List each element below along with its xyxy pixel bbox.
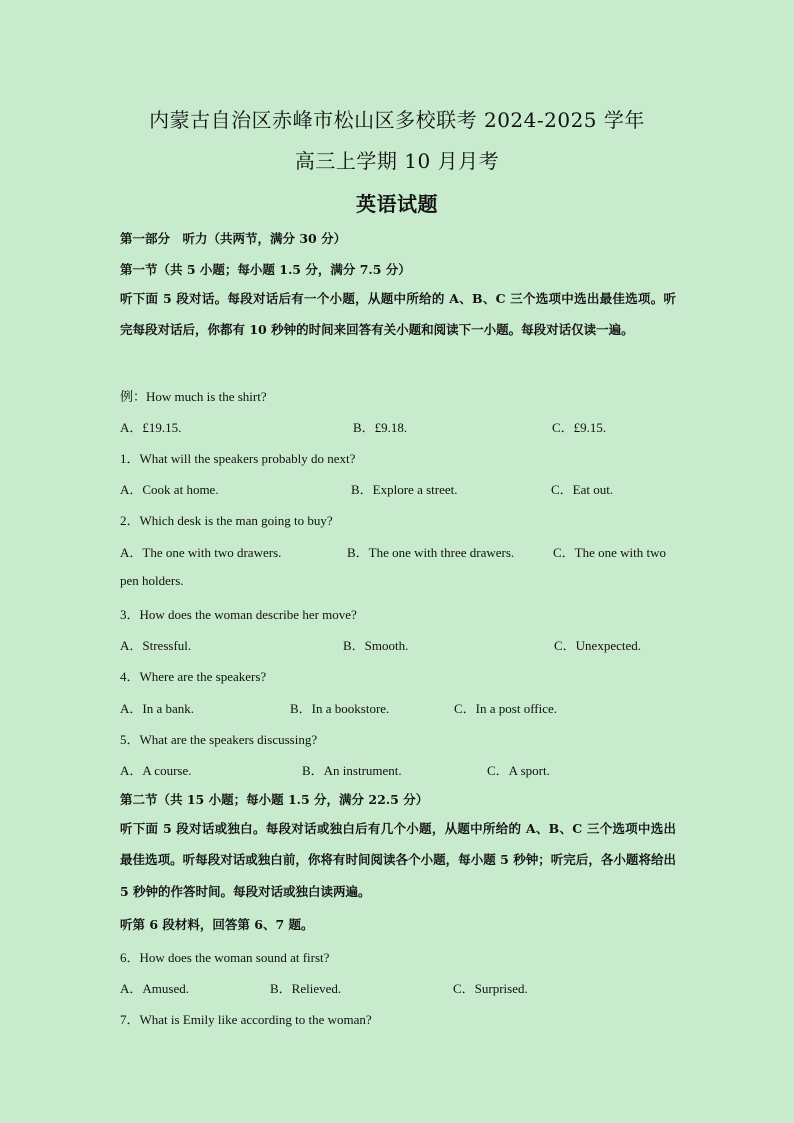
example-option-b: B．£9.18.: [353, 420, 408, 435]
q1-option-a: A．Cook at home.: [120, 482, 219, 497]
section2-header: 第二节（共 15 小题；每小题 1.5 分，满分 22.5 分）: [120, 792, 429, 807]
question-4: 4．Where are the speakers?: [120, 669, 267, 684]
q3-option-b: B．Smooth.: [343, 638, 409, 653]
question-5: 5．What are the speakers discussing?: [120, 732, 318, 747]
exam-title-line2: 高三上学期 10 月月考: [294, 149, 500, 173]
q2-option-c: C．The one with two: [553, 545, 667, 560]
q5-option-b: B．An instrument.: [302, 763, 402, 778]
q5-option-a: A．A course.: [120, 763, 192, 778]
q2-option-c-continued: pen holders.: [120, 573, 184, 588]
q3-option-a: A．Stressful.: [120, 638, 192, 653]
question-6: 6．How does the woman sound at first?: [120, 950, 330, 965]
material-6-instruction: 听第 6 段材料，回答第 6、7 题。: [120, 917, 314, 932]
q5-option-c: C．A sport.: [487, 763, 550, 778]
question-2: 2．Which desk is the man going to buy?: [120, 513, 333, 528]
section2-instructions: 听下面 5 段对话或独白。每段对话或独白后有几个小题，从题中所给的 A、B、C 三个选项中选出最佳选项。听每段对话或独白前，你将有时间阅读各个小题，每小题 5 秒钟；听完后，各小题将给出 5 秒钟的作答时间。每段对话或独白读两遍。: [120, 821, 676, 899]
q4-option-a: A．In a bank.: [120, 701, 195, 716]
example-question: 例：How much is the shirt?: [120, 389, 267, 404]
q1-option-b: B．Explore a street.: [351, 482, 458, 497]
example-option-c: C．£9.15.: [552, 420, 607, 435]
q1-option-c: C．Eat out.: [551, 482, 614, 497]
section1-header: 第一节（共 5 小题；每小题 1.5 分，满分 7.5 分）: [120, 262, 411, 277]
q2-option-b: B．The one with three drawers.: [347, 545, 515, 560]
q6-option-b: B．Relieved.: [270, 981, 342, 996]
q3-option-c: C．Unexpected.: [554, 638, 642, 653]
q6-option-c: C．Surprised.: [453, 981, 528, 996]
question-1: 1．What will the speakers probably do next?: [120, 451, 356, 466]
example-option-a: A．£19.15.: [120, 420, 182, 435]
exam-title-line1: 内蒙古自治区赤峰市松山区多校联考 2024-2025 学年: [149, 108, 645, 132]
q6-option-a: A．Amused.: [120, 981, 189, 996]
section1-instructions: 听下面 5 段对话。每段对话后有一个小题，从题中所给的 A、B、C 三个选项中选出最佳选项。听完每段对话后，你都有 10 秒钟的时间来回答有关小题和阅读下一小题。每段对话仅读一遍。: [120, 291, 676, 338]
part1-header: 第一部分 听力（共两节，满分 30 分）: [120, 231, 347, 246]
q4-option-c: C．In a post office.: [454, 701, 558, 716]
exam-subject-title: 英语试题: [356, 192, 438, 216]
question-3: 3．How does the woman describe her move?: [120, 607, 357, 622]
question-7: 7．What is Emily like according to the woman?: [120, 1012, 372, 1027]
q4-option-b: B．In a bookstore.: [290, 701, 390, 716]
q2-option-a: A．The one with two drawers.: [120, 545, 282, 560]
